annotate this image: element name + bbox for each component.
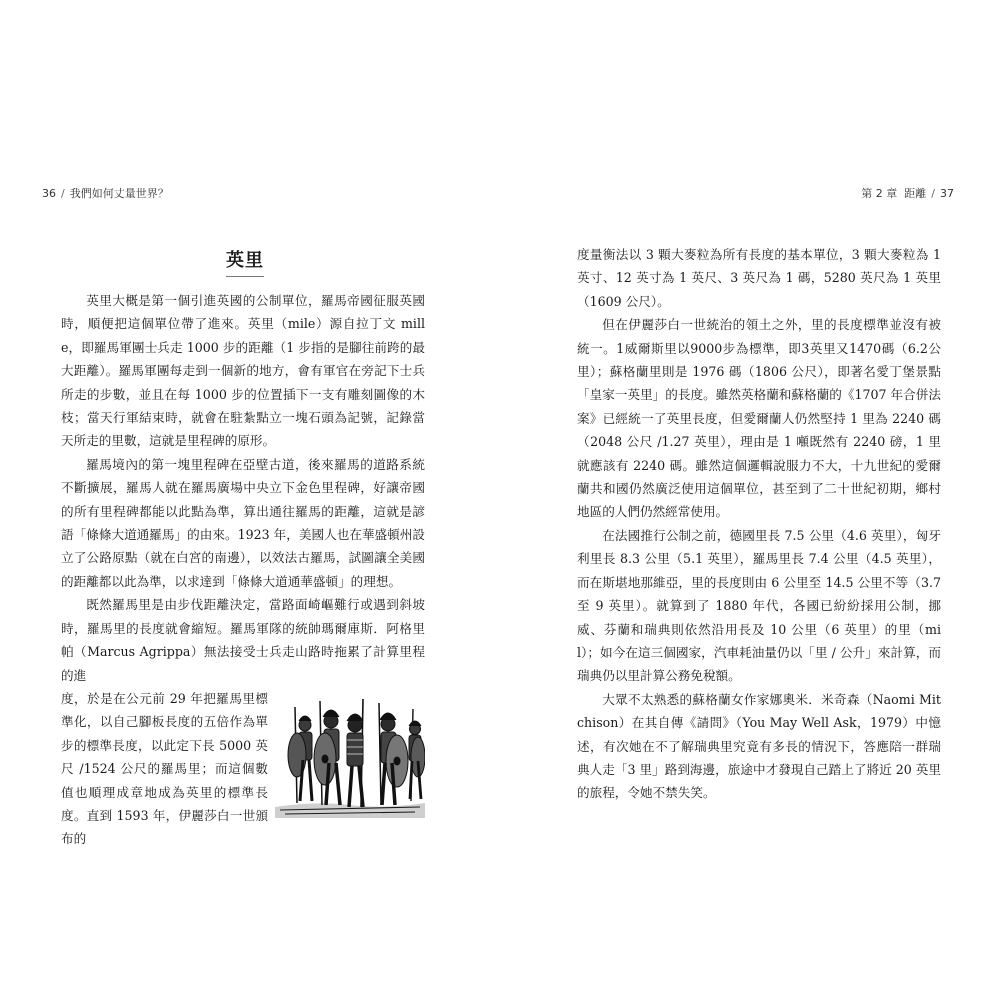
roman-soldiers-illustration [275,695,425,818]
left-paragraph-1: 英里大概是第一個引進英國的公制單位，羅馬帝國征服英國時，順便把這個單位帶了進來。英里（mile）源自拉丁文 mille，即羅馬軍團士兵走 1000 步的距離（1 步指的是腳往前跨的最大距離）。羅馬軍團每走到一個新的地方，會有軍官在旁記下士兵所走的步數，並且在每 1000 步的位置插下一支有雕刻圖像的木枝；當天行軍結束時，就會在駐紮點立一塊石頭為記號，記錄當天所走的里數，這就是里程碑的原形。 [61,293,425,449]
left-header-separator: / [61,187,65,200]
left-paragraph-3-tail: 度，於是在公元前 29 年把羅馬里標準化，以自己腳板長度的五倍作為單步的標準長度，以此定下長 5000 英尺 /1524 公尺的羅馬里；而這個數值也順理成章地成為英里的標準長度。直到 1593 年，伊麗莎白一世頒布的 [61,690,268,847]
right-paragraph-1: 度量衡法以 3 顆大麥粒為所有長度的基本單位，3 顆大麥粒為 1 英寸、12 英寸為 1 英尺、3 英尺為 1 碼，5280 英尺為 1 英里（1609 公尺）。 [577,247,941,309]
right-paragraph-3: 在法國推行公制之前，德國里長 7.5 公里（4.6 英里），匈牙利里長 8.3 公里（5.1 英里），羅馬里長 7.4 公里（4.5 英里），而在斯堪地那維亞，里的長度則由 6 公里至 14.5 公里不等（3.7 至 9 英里）。就算到了 1880 年代，各國已紛紛採用公制，挪威、芬蘭和瑞典則依然沿用長及 10 公里（6 英里）的里（mil）；如今在這三個國家，汽車耗油量仍以「里 / 公升」來計算，而瑞典仍以里計算公務免稅額。 [577,527,941,684]
right-page-body [577,243,941,805]
left-paragraph-2: 羅馬境內的第一塊里程碑在亞壁古道，後來羅馬的道路系統不斷擴展，羅馬人就在羅馬廣場中央立下金色里程碑，好讓帝國的所有里程碑都能以此點為準，算出通往羅馬的距離，這就是諺語「條條大道通羅馬」的由來。1923 年，美國人也在華盛頓州設立了公路原點（就在白宮的南邊），以效法古羅馬，試圖讓全美國的距離都以此為準，以求達到「條條大道通華盛頓」的理想。 [61,456,425,589]
left-page-number: 36 [42,187,56,200]
chapter-title: 距離 [904,187,927,200]
title-underline [226,276,264,277]
right-paragraph-4: 大眾不太熟悉的蘇格蘭女作家娜奧米．米奇森（Naomi Mitchison）在其自傳《請問》（You May Well Ask，1979）中憶述，有次她在不了解瑞典里究竟有多長的情況下，答應陪一群瑞典人走「3 里」路到海邊，旅途中才發現自己踏上了將近 20 英里的旅程，令她不禁失笑。 [577,691,941,801]
right-header-separator: / [931,187,935,200]
left-page-body [61,289,425,851]
book-title: 我們如何丈量世界？ [69,187,169,200]
section-title: 英里 [226,250,264,271]
right-page-number: 37 [940,187,954,200]
left-paragraph-3: 既然羅馬里是由步伐距離決定，當路面崎嶇難行或遇到斜坡時，羅馬里的長度就會縮短。羅馬軍隊的統帥瑪爾庫斯．阿格里帕（Marcus Agrippa）無法接受士兵走山路時拖累了計算里程的進 [61,597,425,683]
text-wrap-with-illustration [61,687,425,851]
chapter-number: 第 2 章 [861,187,898,200]
right-running-head [861,185,954,201]
right-paragraph-2: 但在伊麗莎白一世統治的領土之外，里的長度標準並沒有被統一。1威爾斯里以9000步為標準，即3英里又1470碼（6.2公里）；蘇格蘭里則是 1976 碼（1806 公尺），即著名愛丁堡景點「皇家一英里」的長度。雖然英格蘭和蘇格蘭的《1707 年合併法案》已經統一了英里長度，但愛爾蘭人仍然堅持 1 里為 2240 碼（2048 公尺 /1.27 英里），理由是 1 噸既然有 2240 磅，1 里就應該有 2240 碼。雖然這個邏輯說服力不大，十九世紀的愛爾蘭共和國仍然廣泛使用這個單位，甚至到了二十世紀初期，鄉村地區的人們仍然經常使用。 [577,317,941,520]
left-running-head [42,185,169,201]
